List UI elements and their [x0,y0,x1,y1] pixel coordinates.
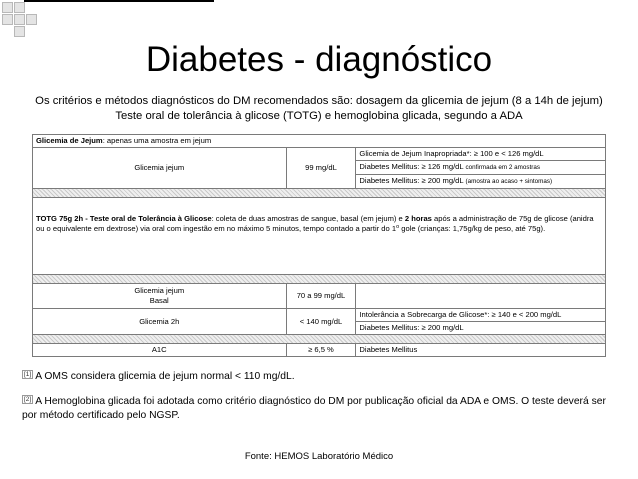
table-row [33,309,606,322]
footnote-2-text: A Hemoglobina glicada foi adotada como critério diagnóstico do DM por publicação oficial da ADA e OMS. O teste deverá ser por método certificado pelo NGSP. [22,396,606,421]
totg-bold-2: 2 horas [404,214,432,223]
jejum-header-bold: Glicemia de Jejum [36,136,103,145]
footnote-2 [22,395,622,423]
jejum-header-rest: : apenas uma amostra em jejum [102,136,212,145]
table-row [33,275,606,284]
footnote-1-text: A OMS considera glicemia de jejum normal < 110 mg/dL. [35,371,295,382]
source-credit: Fonte: HEMOS Laboratório Médico [244,451,394,462]
totg-description [33,198,606,275]
jejum-result-text: Diabetes Mellitus: ≥ 200 mg/dL [359,176,464,185]
footnote-1-mark: [1] [24,371,32,378]
jejum-result-text: Glicemia de Jejum Inapropriada*: ≥ 100 e < 126 mg/dL [359,149,544,158]
totg-title: TOTG 75g 2h - Teste oral de Tolerância à Glicose [36,214,212,223]
jejum-result-note: (amostra ao acaso + sintomas) [465,178,553,185]
table-row [33,135,606,148]
table-row [33,198,606,275]
diagnosis-table [32,134,606,357]
table-row [33,189,606,198]
totg-sup: o [396,224,400,230]
totg-text-2: após a administração de 75g de glicose (anidra ou o equivalente em dextrose) via oral com ingestão em no máximo 5 minutos, tempo contado a partir do 1 [36,214,594,233]
jejum-result [356,161,606,175]
h2-value: < 140 mg/dL [286,309,356,335]
slide-title: Diabetes - diagnóstico [145,40,493,79]
jejum-value: 99 mg/dL [286,148,356,189]
decorative-squares [0,0,60,40]
top-rule [24,0,214,2]
table-row [33,148,606,161]
basal-label-line-1: Glicemia jejum [134,286,185,295]
jejum-result [356,175,606,189]
intro-line-2: Teste oral de tolerância à glicose (TOTG) e hemoglobina glicada, segundo a ADA [115,110,523,122]
intro-text [0,94,638,124]
footnote-2-mark: [2] [24,396,32,403]
basal-result [356,284,606,309]
jejum-result [356,148,606,161]
footnote-1 [22,370,622,384]
jejum-header [33,135,606,148]
table-row [33,344,606,357]
h2-label: Glicemia 2h [33,309,287,335]
jejum-result-text: Diabetes Mellitus: ≥ 126 mg/dL [359,162,464,171]
table-separator [33,335,606,344]
table-separator [33,275,606,284]
a1c-value: ≥ 6,5 % [286,344,356,357]
table-row [33,335,606,344]
a1c-result: Diabetes Mellitus [356,344,606,357]
basal-value: 70 a 99 mg/dL [286,284,356,309]
jejum-result-note: confirmada em 2 amostras [465,164,541,171]
totg-text-3: gole (crianças: 1,75g/kg de peso, até 75g). [399,224,546,233]
intro-line-1: Os critérios e métodos diagnósticos do DM recomendados são: dosagem da glicemia de jejum (8 a 14h de jejum) [35,95,603,107]
jejum-label: Glicemia jejum [33,148,287,189]
table-row [33,284,606,309]
basal-label [33,284,287,309]
totg-text-1: : coleta de duas amostras de sangue, basal (em jejum) e [211,214,405,223]
h2-result: Intolerância a Sobrecarga de Glicose*: ≥ 140 e < 200 mg/dL [356,309,606,322]
table-separator [33,189,606,198]
basal-label-line-2: Basal [149,296,169,305]
a1c-label: A1C [33,344,287,357]
h2-result: Diabetes Mellitus: ≥ 200 mg/dL [356,322,606,335]
